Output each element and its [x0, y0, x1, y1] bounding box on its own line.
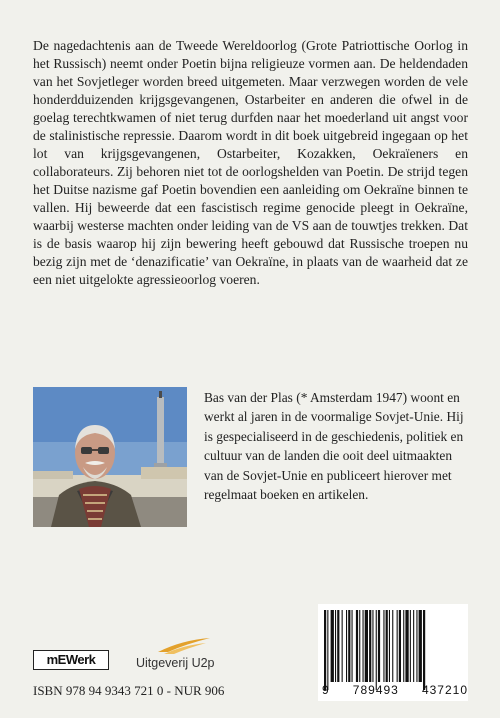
barcode-bar — [348, 610, 350, 682]
barcode-bar — [369, 610, 371, 682]
barcode-bar — [410, 610, 411, 682]
author-bio: Bas van der Plas (* Amsterdam 1947) woont en werkt al jaren in de voormalige Sovjet-Unie. Hij is gespecialiseerd in de geschiedenis, politiek en cultuur van de landen die ooit deel uitmaakten van de Sovjet-Unie en publiceert hierover met regelmaat boeken en artikelen. — [204, 390, 464, 503]
barcode-bar — [331, 610, 334, 682]
barcode-bar — [413, 610, 414, 682]
barcode-bar — [352, 610, 353, 682]
barcode-bar — [337, 610, 339, 682]
barcode-bar — [416, 610, 417, 682]
barcode-bar — [363, 610, 364, 682]
barcode-bar — [376, 610, 377, 690]
barcode-bar — [378, 610, 380, 682]
barcode-bar — [365, 610, 368, 682]
barcode-bar — [383, 610, 384, 682]
barcode-digit-group: 437210 — [421, 683, 468, 697]
barcode-bar — [359, 610, 360, 682]
barcode-digits — [322, 683, 468, 697]
barcode-digit-group: 9 — [322, 683, 330, 697]
barcode-bar — [356, 610, 358, 682]
barcode-bar — [389, 610, 390, 682]
barcode-bar — [386, 610, 388, 682]
author-photo — [33, 387, 187, 527]
barcode-bar — [327, 610, 328, 690]
barcode-bar — [419, 610, 422, 682]
back-cover-blurb: De nagedachtenis aan de Tweede Wereldoorlog (Grote Patriottische Oorlog in het Russisch) neemt onder Poetin bijna religieuze vormen aan. De heldendaden van het Sovjetleger worden breed uitgemeten. Maar verzwegen worden de vele honderdduizenden krijgsgevangenen, Ostarbeiter en anderen die ofwel in de goelag terechtkwamen of niet terug durfden naar het moederland uit angst voor de stalinistische repressie. Daarom wordt in dit boek uitgebreid ingegaan op het lot van krijgsgevangenen, Ostarbeiter, Kozakken, Oekraïeners en collaborateurs. Zij behoren niet tot de oorlogshelden van Poetin. De strijd tegen het Duitse nazisme gaf Poetin bovendien een aanleiding om Oekraïne binnen te vallen. Hij beweerde dat een fascistisch regime genocide pleegt in Oekraïne, waarbij westerse machten onder leiding van de VS aan de touwtjes trekken. Dat is de basis waarop hij zijn bewering heeft gebouwd dat Russische troepen nu bezig zijn met de ‘denazificatie’ van Oekraïne, in plaats van de waarheid dat ze een niet uitgelokte agressieoorlog voeren. — [33, 38, 468, 287]
barcode-digit-group: 789493 — [352, 683, 399, 697]
barcode-bar — [423, 610, 425, 690]
barcode-bar — [372, 610, 373, 682]
barcode-bar — [405, 610, 408, 682]
barcode-bar — [392, 610, 393, 682]
mewerk-logo: mEWerk — [33, 650, 109, 670]
barcode-bar — [403, 610, 404, 682]
barcode-bar — [342, 610, 343, 682]
u2p-swoosh-icon — [154, 636, 214, 656]
barcode-bar — [324, 610, 326, 690]
isbn-line: ISBN 978 94 9343 721 0 - NUR 906 — [33, 683, 225, 698]
barcode-bar — [397, 610, 398, 682]
u2p-name: Uitgeverij U2p — [136, 656, 215, 670]
barcode-bar — [346, 610, 347, 682]
barcode-bar — [335, 610, 336, 682]
u2p-logo — [136, 636, 224, 676]
barcode-bar — [399, 610, 401, 682]
